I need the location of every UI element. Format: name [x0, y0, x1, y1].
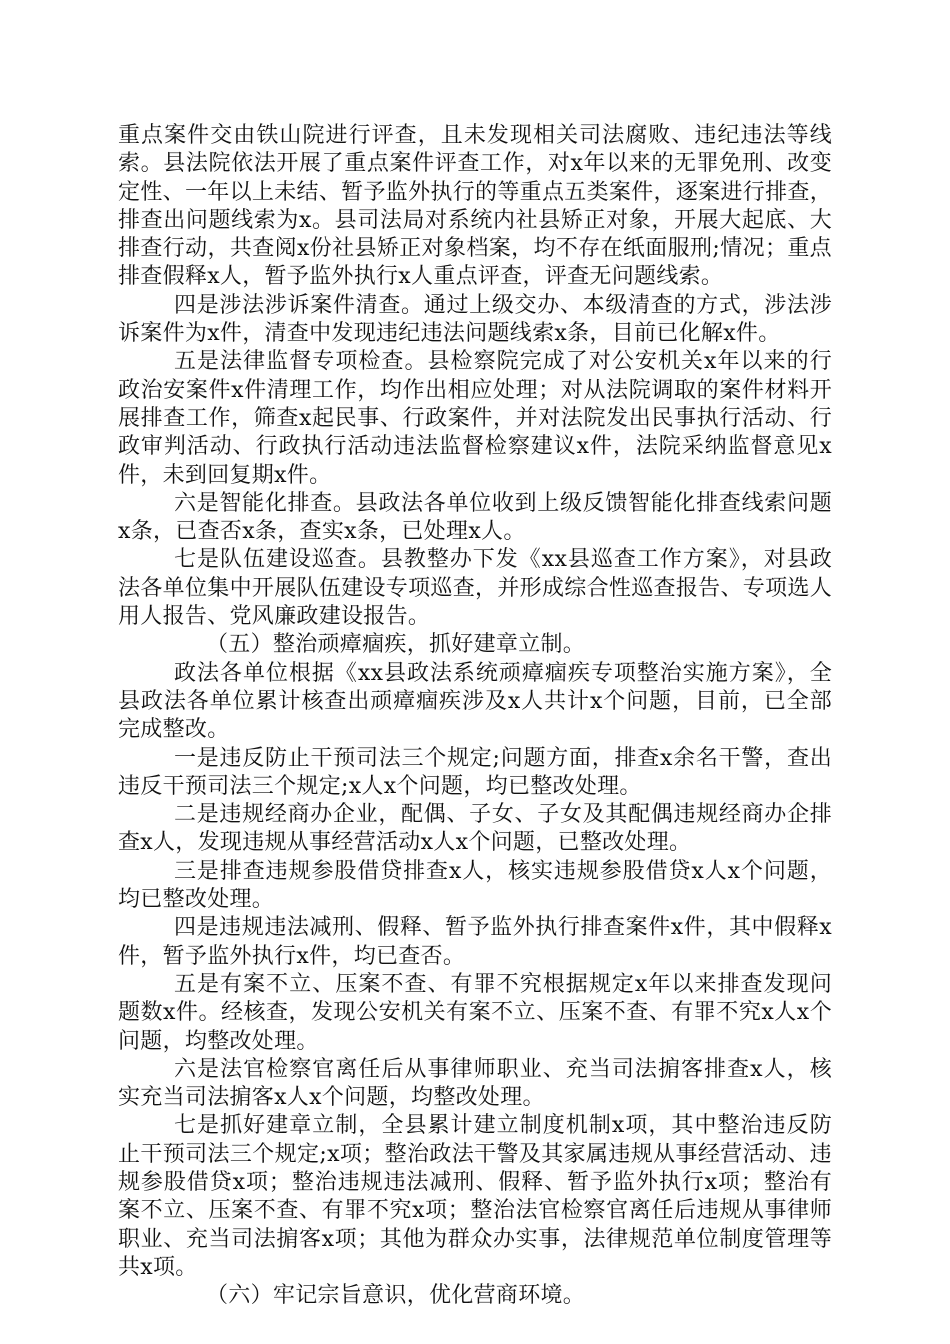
paragraph-review-continuation: 重点案件交由铁山院进行评查，且未发现相关司法腐败、违纪违法等线索。县法院依法开展了重点案件评查工作，对x年以来的无罪免刑、改变定性、一年以上未结、暂予监外执行的等重点五类案件，逐案进行排查，排查出问题线索为x。县司法局对系统内社县矫正对象，开展大起底、大排查行动，共查阅x份社县矫正对象档案，均不存在纸面服刑;情况；重点排查假释x人，暂予监外执行x人重点评查，评查无问题线索。: [118, 123, 832, 290]
document-page: [118, 122, 832, 1310]
paragraph-rectification-overview: 政法各单位根据《xx县政法系统顽瘴痼疾专项整治实施方案》，全县政法各单位累计核查出顽瘴痼疾涉及x人共计x个问题，目前，已全部完成整改。: [118, 660, 832, 743]
paragraph-smart-screening: 六是智能化排查。县政法各单位收到上级反馈智能化排查线索问题x条，已查否x条，查实x条，已处理x人。: [118, 490, 832, 545]
paragraph-item-one: 一是违反防止干预司法三个规定;问题方面，排查x余名干警，查出违反干预司法三个规定;x人x个问题，均已整改处理。: [118, 745, 832, 799]
paragraph-litigation-cleanup: 四是涉法涉诉案件清查。通过上级交办、本级清查的方式，涉法涉诉案件为x件，清查中发现违纪违法问题线索x条，目前已化解x件。: [118, 292, 832, 347]
paragraph-item-seven: 七是抓好建章立制，全县累计建立制度机制x项，其中整治违反防止干预司法三个规定;x项；整治政法干警及其家属违规从事经营活动、违规参股借贷x项；整治违规违法减刑、假释、暂予监外执行x项；整治有案不立、压案不查、有罪不究x项；整治法官检察官离任后违规从事律师职业、充当司法掮客x项；其他为群众办实事，法律规范单位制度管理等共x项。: [118, 1113, 832, 1280]
paragraph-item-six: 六是法官检察官离任后从事律师职业、充当司法掮客排查x人，核实充当司法掮客x人x个问题，均整改处理。: [118, 1056, 832, 1111]
paragraph-item-two: 二是违规经商办企业，配偶、子女、子女及其配偶违规经商办企排查x人，发现违规从事经营活动x人x个问题，已整改处理。: [118, 802, 832, 856]
paragraph-team-inspection: 七是队伍建设巡查。县教整办下发《xx县巡查工作方案》，对县政法各单位集中开展队伍建设专项巡查，并形成综合性巡查报告、专项选人用人报告、党风廉政建设报告。: [118, 547, 832, 630]
section-heading-five: （五）整治顽瘴痼疾，抓好建章立制。: [206, 632, 586, 658]
paragraph-item-four: 四是违规违法减刑、假释、暂予监外执行排查案件x件，其中假释x件，暂予监外执行x件，均已查否。: [118, 915, 832, 969]
paragraph-item-five: 五是有案不立、压案不查、有罪不究根据规定x年以来排查发现问题数x件。经核查，发现公安机关有案不立、压案不查、有罪不究x人x个问题，均整改处理。: [118, 971, 832, 1054]
section-heading-six: （六）牢记宗旨意识，优化营商环境。: [206, 1283, 586, 1309]
paragraph-legal-supervision: 五是法律监督专项检查。县检察院完成了对公安机关x年以来的行政治安案件x件清理工作，均作出相应处理；对从法院调取的案件材料开展排查工作，筛查x起民事、行政案件，并对法院发出民事执行活动、行政审判活动、行政执行活动违法监督检察建议x件，法院采纳监督意见x件，未到回复期x件。: [118, 349, 832, 488]
paragraph-item-three: 三是排查违规参股借贷排查x人，核实违规参股借贷x人x个问题，均已整改处理。: [118, 858, 832, 913]
